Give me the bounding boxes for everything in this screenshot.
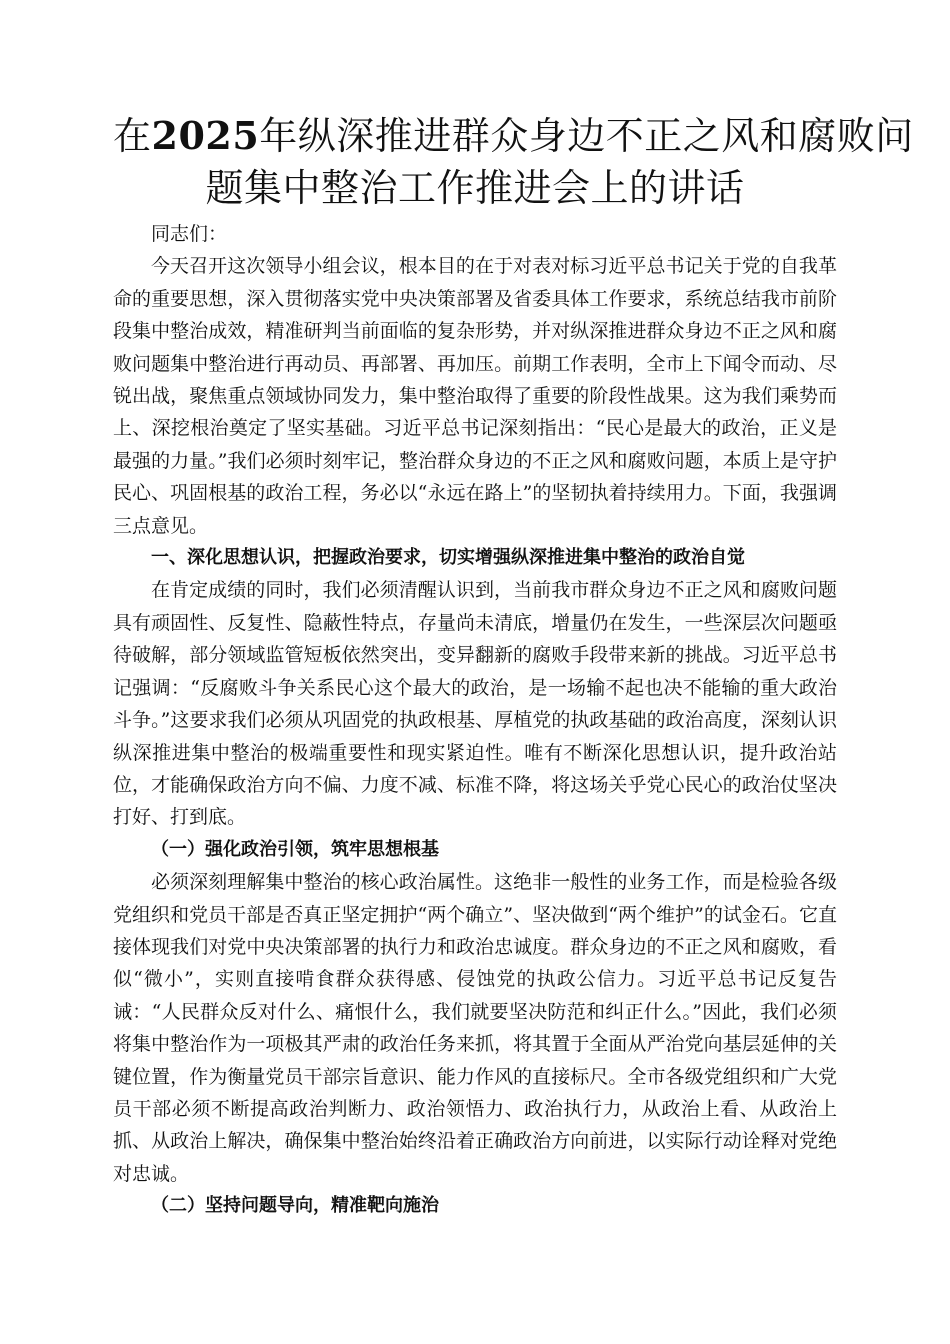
subsection-1-paragraph: 必须深刻理解集中整治的核心政治属性。这绝非一般性的业务工作，而是检验各级党组织和党员干部是否真正坚定拥护“两个确立”、坚决做到“两个维护”的试金石。它直接体现我们对党中央决策部署的执行力和政治忠诚度。群众身边的不正之风和腐败，看似“微小”，实则直接啃食群众获得感、侵蚀党的执政公信力。习近平总书记反复告诫：“人民群众反对什么、痛恨什么，我们就要坚决防范和纠正什么。”因此，我们必须将集中整治作为一项极其严肃的政治任务来抓，将其置于全面从严治党向基层延伸的关键位置，作为衡量党员干部宗旨意识、能力作风的直接标尺。全市各级党组织和广大党员干部必须不断提高政治判断力、政治领悟力、政治执行力，从政治上看、从政治上抓、从政治上解决，确保集中整治始终沿着正确政治方向前进，以实际行动诠释对党绝对忠诚。 [113,871,837,1185]
section-1-heading: 一、深化思想认识，把握政治要求，切实增强纵深推进集中整治的政治自觉 [151,547,745,569]
intro-paragraph: 今天召开这次领导小组会议，根本目的在于对表对标习近平总书记关于党的自我革命的重要思想，深入贯彻落实党中央决策部署及省委具体工作要求，系统总结我市前阶段集中整治成效，精准研判当前面临的复杂形势，并对纵深推进群众身边不正之风和腐败问题集中整治进行再动员、再部署、再加压。前期工作表明，全市上下闻令而动、尽锐出战，聚焦重点领域协同发力，集中整治取得了重要的阶段性战果。这为我们乘势而上、深挖根治奠定了坚实基础。习近平总书记深刻指出：“民心是最大的政治，正义是最强的力量。”我们必须时刻牢记，整治群众身边的不正之风和腐败问题，本质上是守护民心、巩固根基的政治工程，务必以“永远在路上”的坚韧执着持续用力。下面，我强调三点意见。 [113,255,837,537]
section-1-paragraph: 在肯定成绩的同时，我们必须清醒认识到，当前我市群众身边不正之风和腐败问题具有顽固性、反复性、隐蔽性特点，存量尚未清底，增量仍在发生，一些深层次问题亟待破解，部分领域监管短板依然突出，变异翻新的腐败手段带来新的挑战。习近平总书记强调：“反腐败斗争关系民心这个最大的政治，是一场输不起也决不能输的重大政治斗争。”这要求我们必须从巩固党的执政根基、厚植党的执政基础的政治高度，深刻认识纵深推进集中整治的极端重要性和现实紧迫性。唯有不断深化思想认识，提升政治站位，才能确保政治方向不偏、力度不减、标准不降，将这场关乎党心民心的政治仗坚决打好、打到底。 [113,579,837,829]
title-prefix: 在 [113,114,152,158]
salutation: 同志们： [151,223,228,245]
title-year: 2025 [151,113,260,158]
title-suffix: 年纵深推进群众身边不正之风和腐败问 [259,114,914,158]
document-page [113,110,914,1223]
subsection-1-heading: （一）强化政治引领，筑牢思想根基 [151,838,439,860]
subsection-2-heading: （二）坚持问题导向，精准靶向施治 [151,1195,439,1217]
document-title [113,110,914,214]
title-line-1 [113,110,914,162]
title-line-2: 题集中整治工作推进会上的讲话 [205,166,745,210]
